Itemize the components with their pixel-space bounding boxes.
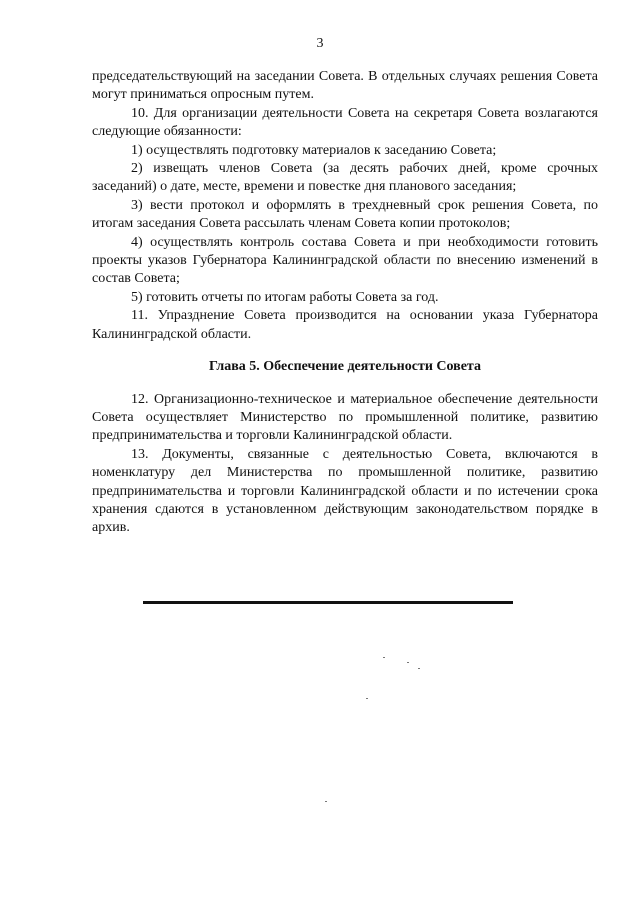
subitem-5: 5) готовить отчеты по итогам работы Совета за год. [131,289,439,305]
page-number: 3 [316,36,324,51]
subitem-3: 3) вести протокол и оформлять в трехдневный срок решения Совета, по итогам заседания Совета рассылать членам Совета копии протоколов; [92,197,598,232]
scan-speck [366,698,368,699]
scan-speck [325,801,327,802]
chapter-heading: Глава 5. Обеспечение деятельности Совета [209,359,481,375]
scan-speck [418,668,420,669]
subitem-4: 4) осуществлять контроль состава Совета и при необходимости готовить проекты указов Губернатора Калининградской области по внесению изменений в состав Совета; [92,234,598,287]
paragraph-continuation: председательствующий на заседании Совета. В отдельных случаях решения Совета могут приниматься опросным путем. [92,69,598,103]
subitem-1: 1) осуществлять подготовку материалов к заседанию Совета; [131,142,497,158]
paragraph-item-10: 10. Для организации деятельности Совета на секретаря Совета возлагаются следующие обязанности: [92,105,598,140]
end-of-document-rule [143,601,513,604]
scan-speck [383,657,385,658]
document-body [92,68,598,538]
subitem-2: 2) извещать членов Совета (за десять рабочих дней, кроме срочных заседаний) о дате, месте, времени и повестке дня планового заседания; [92,161,598,195]
scan-speck [407,662,409,663]
paragraph-item-13: 13. Документы, связанные с деятельностью Совета, включаются в номенклатуру дел Министерства по промышленной политике, развитию предпринимательства и торговли Калининградской области и по истечении срока хранения сдаются в установленном действующим законодательством порядке в архив. [92,446,598,536]
paragraph-item-12: 12. Организационно-техническое и материальное обеспечение деятельности Совета осуществляет Министерство по промышленной политике, развитию предпринимательства и торговли Калининградской области. [92,391,598,444]
paragraph-item-11: 11. Упразднение Совета производится на основании указа Губернатора Калининградской области. [92,308,598,342]
